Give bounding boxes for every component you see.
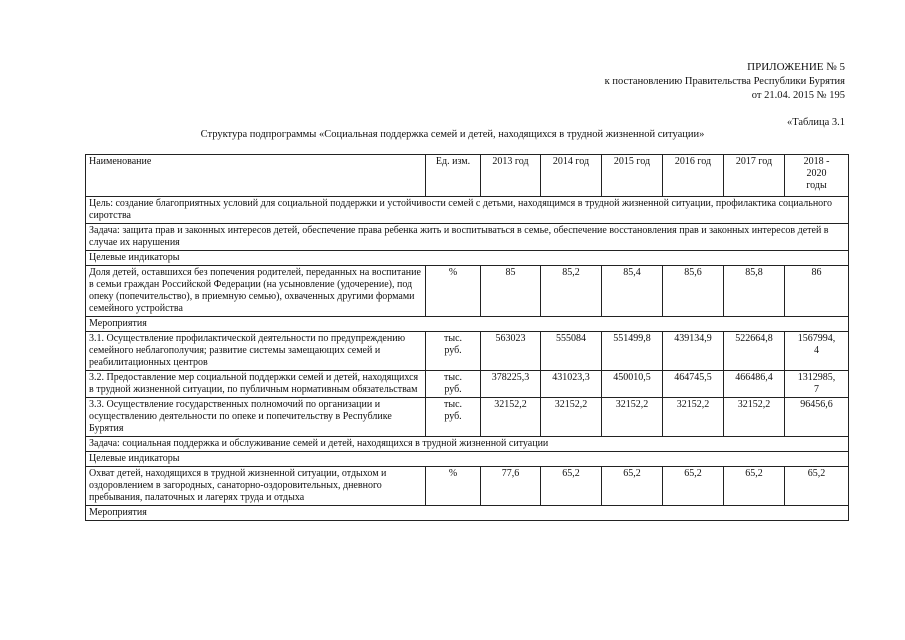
section-row xyxy=(86,317,849,332)
table-header-row xyxy=(86,155,849,197)
value-2016: 85,6 xyxy=(663,266,724,317)
row-unit: % xyxy=(426,467,481,506)
value-2017: 466486,4 xyxy=(724,371,785,398)
indicators-heading: Целевые индикаторы xyxy=(86,452,849,467)
appendix-title: ПРИЛОЖЕНИЕ № 5 xyxy=(747,61,845,73)
value-2013: 32152,2 xyxy=(481,398,541,437)
task-text: Задача: защита прав и законных интересов детей, обеспечение права ребенка жить и воспитываться в семье, обеспечение восстановления прав и законных интересов детей в случае их нарушения xyxy=(86,224,849,251)
value-2018-2020: 96456,6 xyxy=(785,398,849,437)
appendix-resolution-line: к постановлению Правительства Республики Бурятия xyxy=(604,76,845,87)
row-name: 3.2. Предоставление мер социальной поддержки семей и детей, находящихся в трудной жизненной ситуации, по публичным нормативным обязательствам xyxy=(86,371,426,398)
value-2017: 522664,8 xyxy=(724,332,785,371)
subprogram-table xyxy=(85,154,849,521)
table-row xyxy=(86,398,849,437)
row-unit: тыс. руб. xyxy=(426,398,481,437)
value-2013: 563023 xyxy=(481,332,541,371)
row-unit: тыс. руб. xyxy=(426,371,481,398)
row-name: Охват детей, находящихся в трудной жизненной ситуации, отдыхом и оздоровлением в загородных, санаторно-оздоровительных, дневного пребывания, палаточных и лагерях труда и отдыха xyxy=(86,467,426,506)
value-2017: 65,2 xyxy=(724,467,785,506)
section-row xyxy=(86,452,849,467)
table-label: «Таблица 3.1 xyxy=(786,117,845,128)
value-2015: 551499,8 xyxy=(602,332,663,371)
col-header-2014: 2014 год xyxy=(541,155,602,197)
value-2016: 464745,5 xyxy=(663,371,724,398)
value-2014: 85,2 xyxy=(541,266,602,317)
value-2016: 32152,2 xyxy=(663,398,724,437)
goal-text: Цель: создание благоприятных условий для социальной поддержки и устойчивости семей с детьми, находящимся в трудной жизненной ситуации, профилактика социального сиротства xyxy=(86,197,849,224)
col-header-2016: 2016 год xyxy=(663,155,724,197)
row-unit: % xyxy=(426,266,481,317)
row-unit: тыс. руб. xyxy=(426,332,481,371)
value-2015: 450010,5 xyxy=(602,371,663,398)
task-text: Задача: социальная поддержка и обслуживание семей и детей, находящихся в трудной жизненной ситуации xyxy=(86,437,849,452)
value-2013: 85 xyxy=(481,266,541,317)
value-2013: 378225,3 xyxy=(481,371,541,398)
measures-heading: Мероприятия xyxy=(86,506,849,521)
table-row xyxy=(86,371,849,398)
value-2013: 77,6 xyxy=(481,467,541,506)
value-2016: 439134,9 xyxy=(663,332,724,371)
col-header-2018-2020: 2018 - 2020 годы xyxy=(785,155,849,197)
value-2015: 85,4 xyxy=(602,266,663,317)
value-2018-2020: 1312985, 7 xyxy=(785,371,849,398)
table-row xyxy=(86,266,849,317)
value-2014: 555084 xyxy=(541,332,602,371)
indicators-heading: Целевые индикаторы xyxy=(86,251,849,266)
structure-title: Структура подпрограммы «Социальная поддержка семей и детей, находящихся в трудной жизненной ситуации» xyxy=(200,129,705,140)
value-2016: 65,2 xyxy=(663,467,724,506)
value-2018-2020: 86 xyxy=(785,266,849,317)
task-row xyxy=(86,224,849,251)
measures-heading: Мероприятия xyxy=(86,317,849,332)
value-2014: 65,2 xyxy=(541,467,602,506)
table-row xyxy=(86,467,849,506)
value-2018-2020: 65,2 xyxy=(785,467,849,506)
table-row xyxy=(86,332,849,371)
col-header-2015: 2015 год xyxy=(602,155,663,197)
appendix-date-line: от 21.04. 2015 № 195 xyxy=(751,90,845,101)
value-2017: 32152,2 xyxy=(724,398,785,437)
col-header-unit: Ед. изм. xyxy=(426,155,481,197)
section-row xyxy=(86,251,849,266)
value-2015: 32152,2 xyxy=(602,398,663,437)
value-2014: 32152,2 xyxy=(541,398,602,437)
row-name: 3.3. Осуществление государственных полномочий по организации и осуществлению деятельности по опеке и попечительству в Республике Бурятия xyxy=(86,398,426,437)
col-header-2017: 2017 год xyxy=(724,155,785,197)
col-header-2013: 2013 год xyxy=(481,155,541,197)
section-row xyxy=(86,506,849,521)
value-2018-2020: 1567994, 4 xyxy=(785,332,849,371)
goal-row xyxy=(86,197,849,224)
value-2015: 65,2 xyxy=(602,467,663,506)
col-header-name: Наименование xyxy=(86,155,426,197)
row-name: 3.1. Осуществление профилактической деятельности по предупреждению семейного неблагополучия; развитие системы замещающих семей и реабилитационных центров xyxy=(86,332,426,371)
value-2017: 85,8 xyxy=(724,266,785,317)
value-2014: 431023,3 xyxy=(541,371,602,398)
task-row xyxy=(86,437,849,452)
row-name: Доля детей, оставшихся без попечения родителей, переданных на воспитание в семьи граждан Российской Федерации (на усыновление (удочерение), под опеку (попечительство), в приемную семью), охваченных другими формами семейного устройства xyxy=(86,266,426,317)
